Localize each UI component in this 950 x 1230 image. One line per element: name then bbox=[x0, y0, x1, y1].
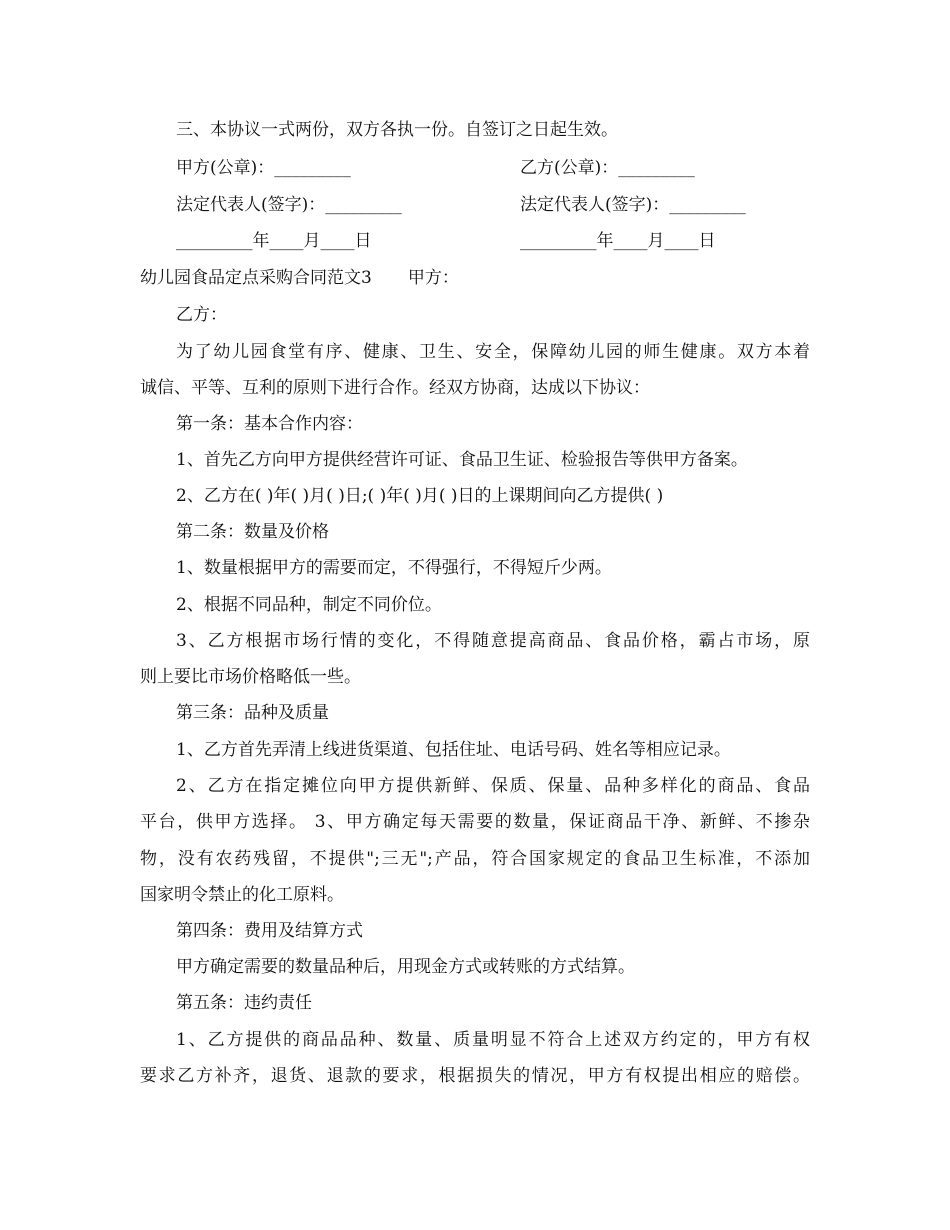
party-b-date: _________年____月____日 bbox=[520, 231, 716, 251]
article-1-item-2: 2、乙方在( )年( )月( )日;( )年( )月( )日的上课期间向乙方提供( ) bbox=[176, 486, 664, 506]
article-1-item-1: 1、首先乙方向甲方提供经营许可证、食品卫生证、检验报告等供甲方备案。 bbox=[176, 450, 748, 470]
article-4-title: 第四条：费用及结算方式 bbox=[176, 921, 363, 941]
article-3-title: 第三条：品种及质量 bbox=[176, 703, 329, 723]
article-4-text: 甲方确定需要的数量品种后，用现金方式或转账的方式结算。 bbox=[176, 957, 635, 977]
article-2-item-1: 1、数量根据甲方的需要而定，不得强行，不得短斤少两。 bbox=[176, 558, 612, 578]
party-b-representative: 法定代表人(签字)：_________ bbox=[520, 195, 746, 215]
clause-three: 三、本协议一式两份，双方各执一份。自签订之日起生效。 bbox=[176, 120, 618, 140]
article-2-item-3-line-2: 则上要比市场价格略低一些。 bbox=[140, 667, 361, 687]
article-2-title: 第二条：数量及价格 bbox=[176, 522, 329, 542]
party-a-representative: 法定代表人(签字)：_________ bbox=[176, 195, 402, 215]
article-3-item-2-line-3: 物，没有农药残留，不提供";三无";产品，符合国家规定的食品卫生标准，不添加 bbox=[140, 849, 810, 869]
article-2-item-2: 2、根据不同品种，制定不同价位。 bbox=[176, 595, 442, 615]
intro-line-2: 诚信、平等、互利的原则下进行合作。经双方协商，达成以下协议： bbox=[140, 378, 650, 398]
article-5-title: 第五条：违约责任 bbox=[176, 993, 312, 1013]
article-1-title: 第一条：基本合作内容： bbox=[176, 414, 363, 434]
heading-party-a: 甲方： bbox=[407, 268, 459, 288]
article-5-item-1-line-2: 要求乙方补齐，退货、退款的要求，根据损失的情况，甲方有权提出相应的赔偿。 bbox=[140, 1066, 810, 1086]
article-5-item-1-line-1: 1、乙方提供的商品品种、数量、质量明显不符合上述双方约定的，甲方有权 bbox=[176, 1030, 810, 1050]
intro-line-1: 为了幼儿园食堂有序、健康、卫生、安全，保障幼儿园的师生健康。双方本着 bbox=[176, 342, 810, 362]
article-3-item-2-line-2: 平台，供甲方选择。 3、甲方确定每天需要的数量，保证商品干净、新鲜、不掺杂 bbox=[140, 812, 810, 832]
article-3-item-2-line-1: 2、乙方在指定摊位向甲方提供新鲜、保质、保量、品种多样化的商品、食品 bbox=[176, 776, 810, 796]
article-2-item-3-line-1: 3、乙方根据市场行情的变化，不得随意提高商品、食品价格，霸占市场，原 bbox=[176, 631, 810, 651]
heading-party-b: 乙方： bbox=[176, 305, 227, 325]
party-a-date: _________年____月____日 bbox=[176, 231, 372, 251]
contract-heading bbox=[140, 268, 810, 288]
party-b-seal: 乙方(公章)：_________ bbox=[520, 158, 695, 178]
party-a-seal: 甲方(公章)：_________ bbox=[176, 158, 351, 178]
article-3-item-2-line-4: 国家明令禁止的化工原料。 bbox=[140, 885, 344, 905]
article-3-item-1: 1、乙方首先弄清上线进货渠道、包括住址、电话号码、姓名等相应记录。 bbox=[176, 740, 731, 760]
contract-title: 幼儿园食品定点采购合同范文3 bbox=[140, 268, 372, 288]
